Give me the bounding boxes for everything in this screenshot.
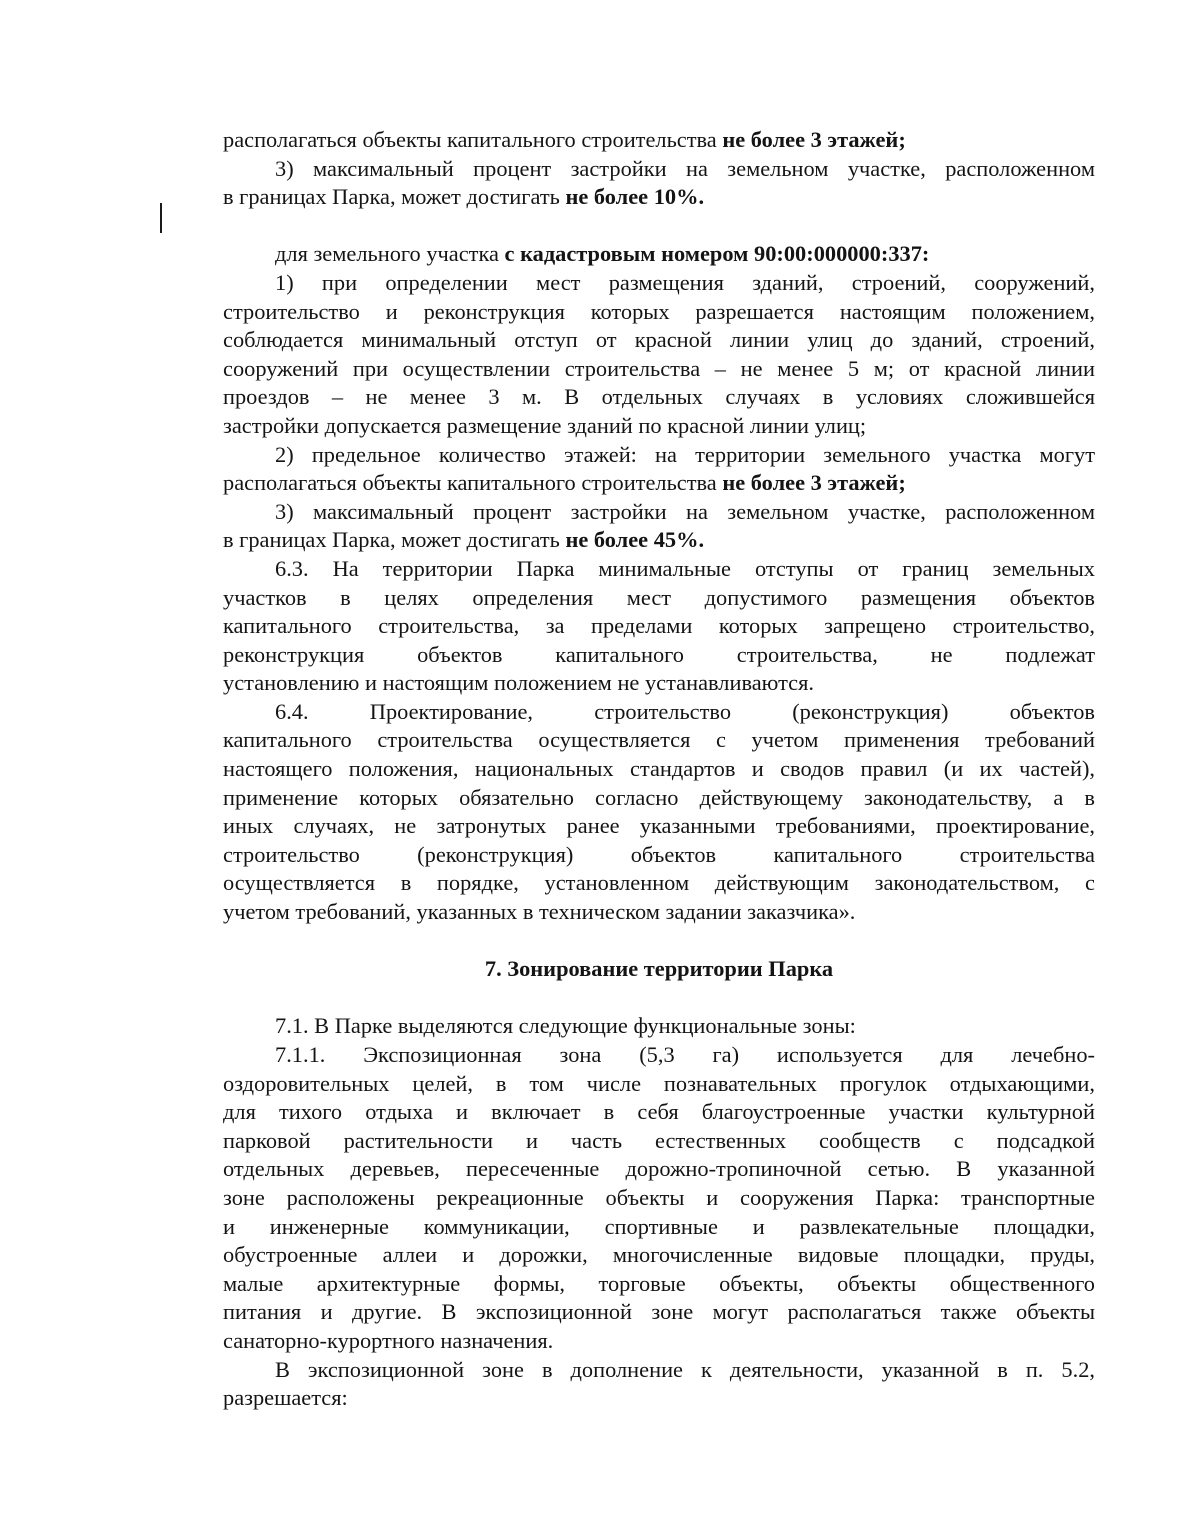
text-line: В экспозиционной зоне в дополнение к деятельности, указанной в п. 5.2, xyxy=(275,1356,1095,1382)
text-line: зоне расположены рекреационные объекты и сооружения Парка: транспортные xyxy=(223,1184,1095,1210)
text-line: обустроенные аллеи и дорожки, многочисленные видовые площадки, пруды, xyxy=(223,1242,1095,1268)
text-line: малые архитектурные формы, торговые объекты, объекты общественного xyxy=(223,1270,1095,1296)
cadastral-intro: для земельного участка с кадастровым номером 90:00:000000:337: xyxy=(275,241,930,267)
text-line: в границах Парка, может достигать не более 10%. xyxy=(223,184,705,210)
text-line: установлению и настоящим положением не устанавливаются. xyxy=(223,670,814,696)
text-line: 7.1. В Парке выделяются следующие функциональные зоны: xyxy=(275,1013,856,1039)
text-line: сооружений при осуществлении строительства – не менее 5 м; от красной линии xyxy=(223,355,1095,381)
text-line: 2) предельное количество этажей: на территории земельного участка могут xyxy=(275,441,1095,467)
text-line: отдельных деревьев, пересеченные дорожно-тропиночной сетью. В указанной xyxy=(223,1156,1095,1182)
text-line: 6.4. Проектирование, строительство (реконструкция) объектов xyxy=(275,698,1095,724)
text-line: для тихого отдыха и включает в себя благоустроенные участки культурной xyxy=(223,1099,1095,1125)
text-cursor-mark xyxy=(160,203,162,233)
text-line: застройки допускается размещение зданий по красной линии улиц; xyxy=(223,412,867,438)
text-line: применение которых обязательно согласно действующему законодательству, а в xyxy=(223,784,1095,810)
text-line: 3) максимальный процент застройки на земельном участке, расположенном xyxy=(275,498,1095,524)
text-line: реконструкция объектов капитального строительства, не подлежат xyxy=(223,641,1095,667)
text-line: 1) при определении мест размещения зданий, строений, сооружений, xyxy=(275,269,1095,295)
text-line: оздоровительных целей, в том числе познавательных прогулок отдыхающими, xyxy=(223,1070,1095,1096)
section-heading: 7. Зонирование территории Парка xyxy=(484,956,834,982)
text-line: санаторно-курортного назначения. xyxy=(223,1327,554,1353)
text-line: располагаться объекты капитального строительства не более 3 этажей; xyxy=(223,127,906,152)
text-line: 6.3. На территории Парка минимальные отступы от границ земельных xyxy=(275,555,1095,581)
text-line: настоящего положения, национальных стандартов и сводов правил (и их частей), xyxy=(223,756,1095,782)
text-line: капитального строительства, за пределами которых запрещено строительство, xyxy=(223,613,1095,639)
text-line: соблюдается минимальный отступ от красной линии улиц до зданий, строений, xyxy=(223,327,1095,353)
text-line: и инженерные коммуникации, спортивные и развлекательные площадки, xyxy=(223,1213,1095,1239)
text-line: 3) максимальный процент застройки на земельном участке, расположенном xyxy=(275,155,1095,181)
text-line: разрешается: xyxy=(223,1385,348,1411)
text-line: осуществляется в порядке, установленном действующим законодательством, с xyxy=(223,870,1095,896)
document-text xyxy=(223,126,1095,1413)
text-line: строительство (реконструкция) объектов капитального строительства xyxy=(223,841,1095,867)
text-line: в границах Парка, может достигать не более 45%. xyxy=(223,527,705,553)
text-line: питания и другие. В экспозиционной зоне могут располагаться также объекты xyxy=(223,1299,1095,1325)
text-line: иных случаях, не затронутых ранее указанными требованиями, проектирование, xyxy=(223,813,1095,839)
text-line: учетом требований, указанных в техническом задании заказчика». xyxy=(223,899,856,925)
text-line: капитального строительства осуществляется с учетом применения требований xyxy=(223,727,1095,753)
text-line: строительство и реконструкция которых разрешается настоящим положением, xyxy=(223,298,1095,324)
text-line: располагаться объекты капитального строительства не более 3 этажей; xyxy=(223,470,906,496)
text-line: 7.1.1. Экспозиционная зона (5,3 га) используется для лечебно- xyxy=(275,1042,1095,1067)
text-line: проездов – не менее 3 м. В отдельных случаях в условиях сложившейся xyxy=(223,384,1095,410)
text-line: участков в целях определения мест допустимого размещения объектов xyxy=(223,584,1095,610)
text-line: парковой растительности и часть естественных сообществ с подсадкой xyxy=(223,1127,1095,1153)
